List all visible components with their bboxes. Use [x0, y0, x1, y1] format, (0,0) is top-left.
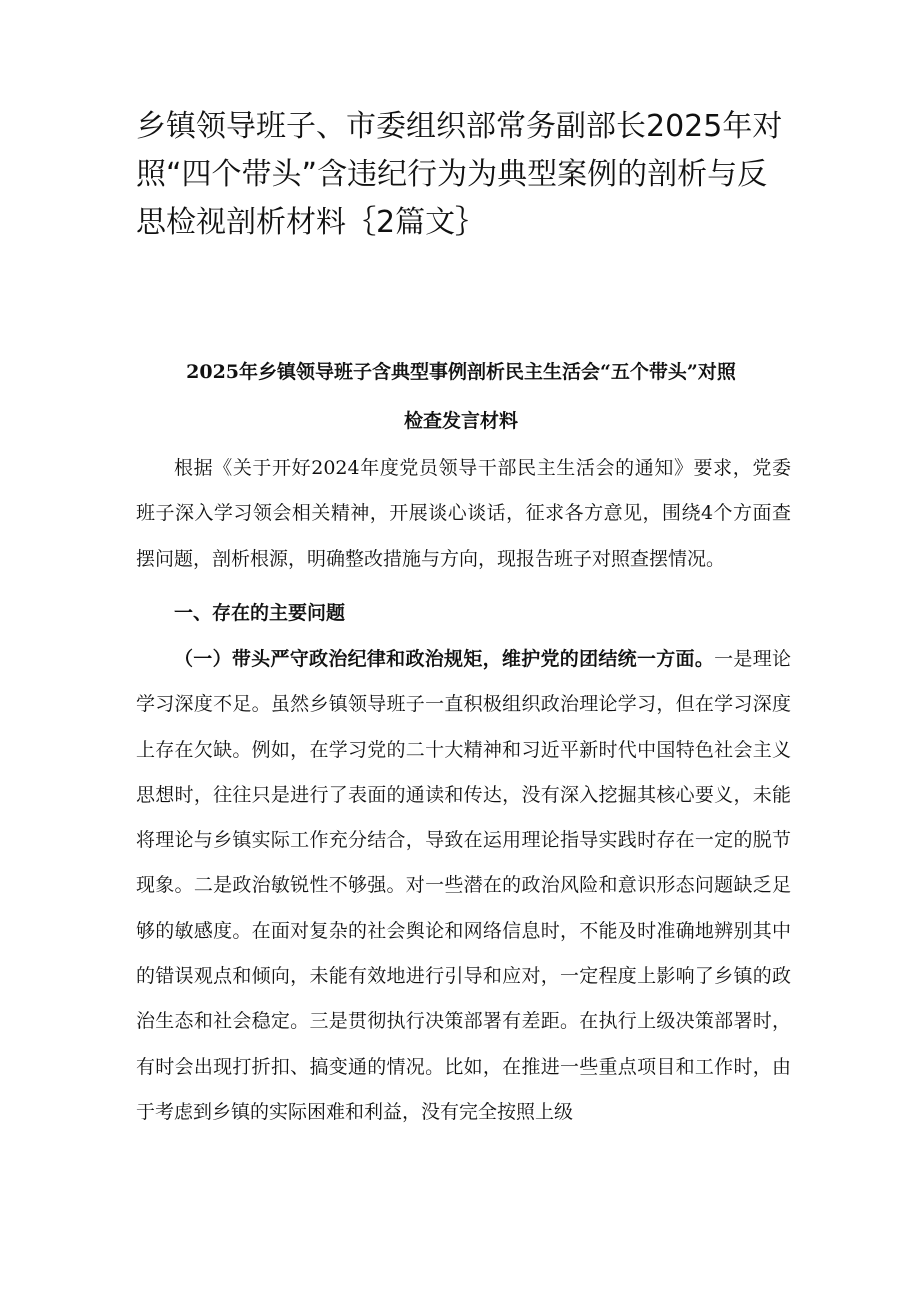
heading-main-problems: 一、存在的主要问题: [174, 602, 346, 624]
intro-paragraph: 根据《关于开好2024年度党员领导干部民主生活会的通知》要求，党委班子深入学习领会相关精神，开展谈心谈话，征求各方意见，围绕4个方面查摆问题，剖析根源，明确整改措施与方向，现报告班子对照查摆情况。: [136, 457, 791, 570]
section-title-line-2: 检查发言材料: [403, 410, 518, 432]
section-title-line-1: 2025年乡镇领导班子含典型事例剖析民主生活会“五个带头”对照: [186, 361, 736, 383]
subheading-political-discipline: （一）带头严守政治纪律和政治规矩，维护党的团结统一方面。: [174, 648, 715, 670]
body-paragraph: [136, 637, 791, 1135]
document-title: 乡镇领导班子、市委组织部常务副部长2025年对照“四个带头”含违纪行为为典型案例的剖析与反思检视剖析材料｛2篇文｝: [136, 109, 783, 240]
body-paragraph-text: 一是理论学习深度不足。虽然乡镇领导班子一直积极组织政治理论学习，但在学习深度上存在欠缺。例如，在学习党的二十大精神和习近平新时代中国特色社会主义思想时，往往只是进行了表面的通读和传达，没有深入挖掘其核心要义，未能将理论与乡镇实际工作充分结合，导致在运用理论指导实践时存在一定的脱节现象。二是政治敏锐性不够强。对一些潜在的政治风险和意识形态问题缺乏足够的敏感度。在面对复杂的社会舆论和网络信息时，不能及时准确地辨别其中的错误观点和倾向，未能有效地进行引导和应对，一定程度上影响了乡镇的政治生态和社会稳定。三是贯彻执行决策部署有差距。在执行上级决策部署时，有时会出现打折扣、搞变通的情况。比如，在推进一些重点项目和工作时，由于考虑到乡镇的实际困难和利益，没有完全按照上级: [136, 648, 791, 1123]
